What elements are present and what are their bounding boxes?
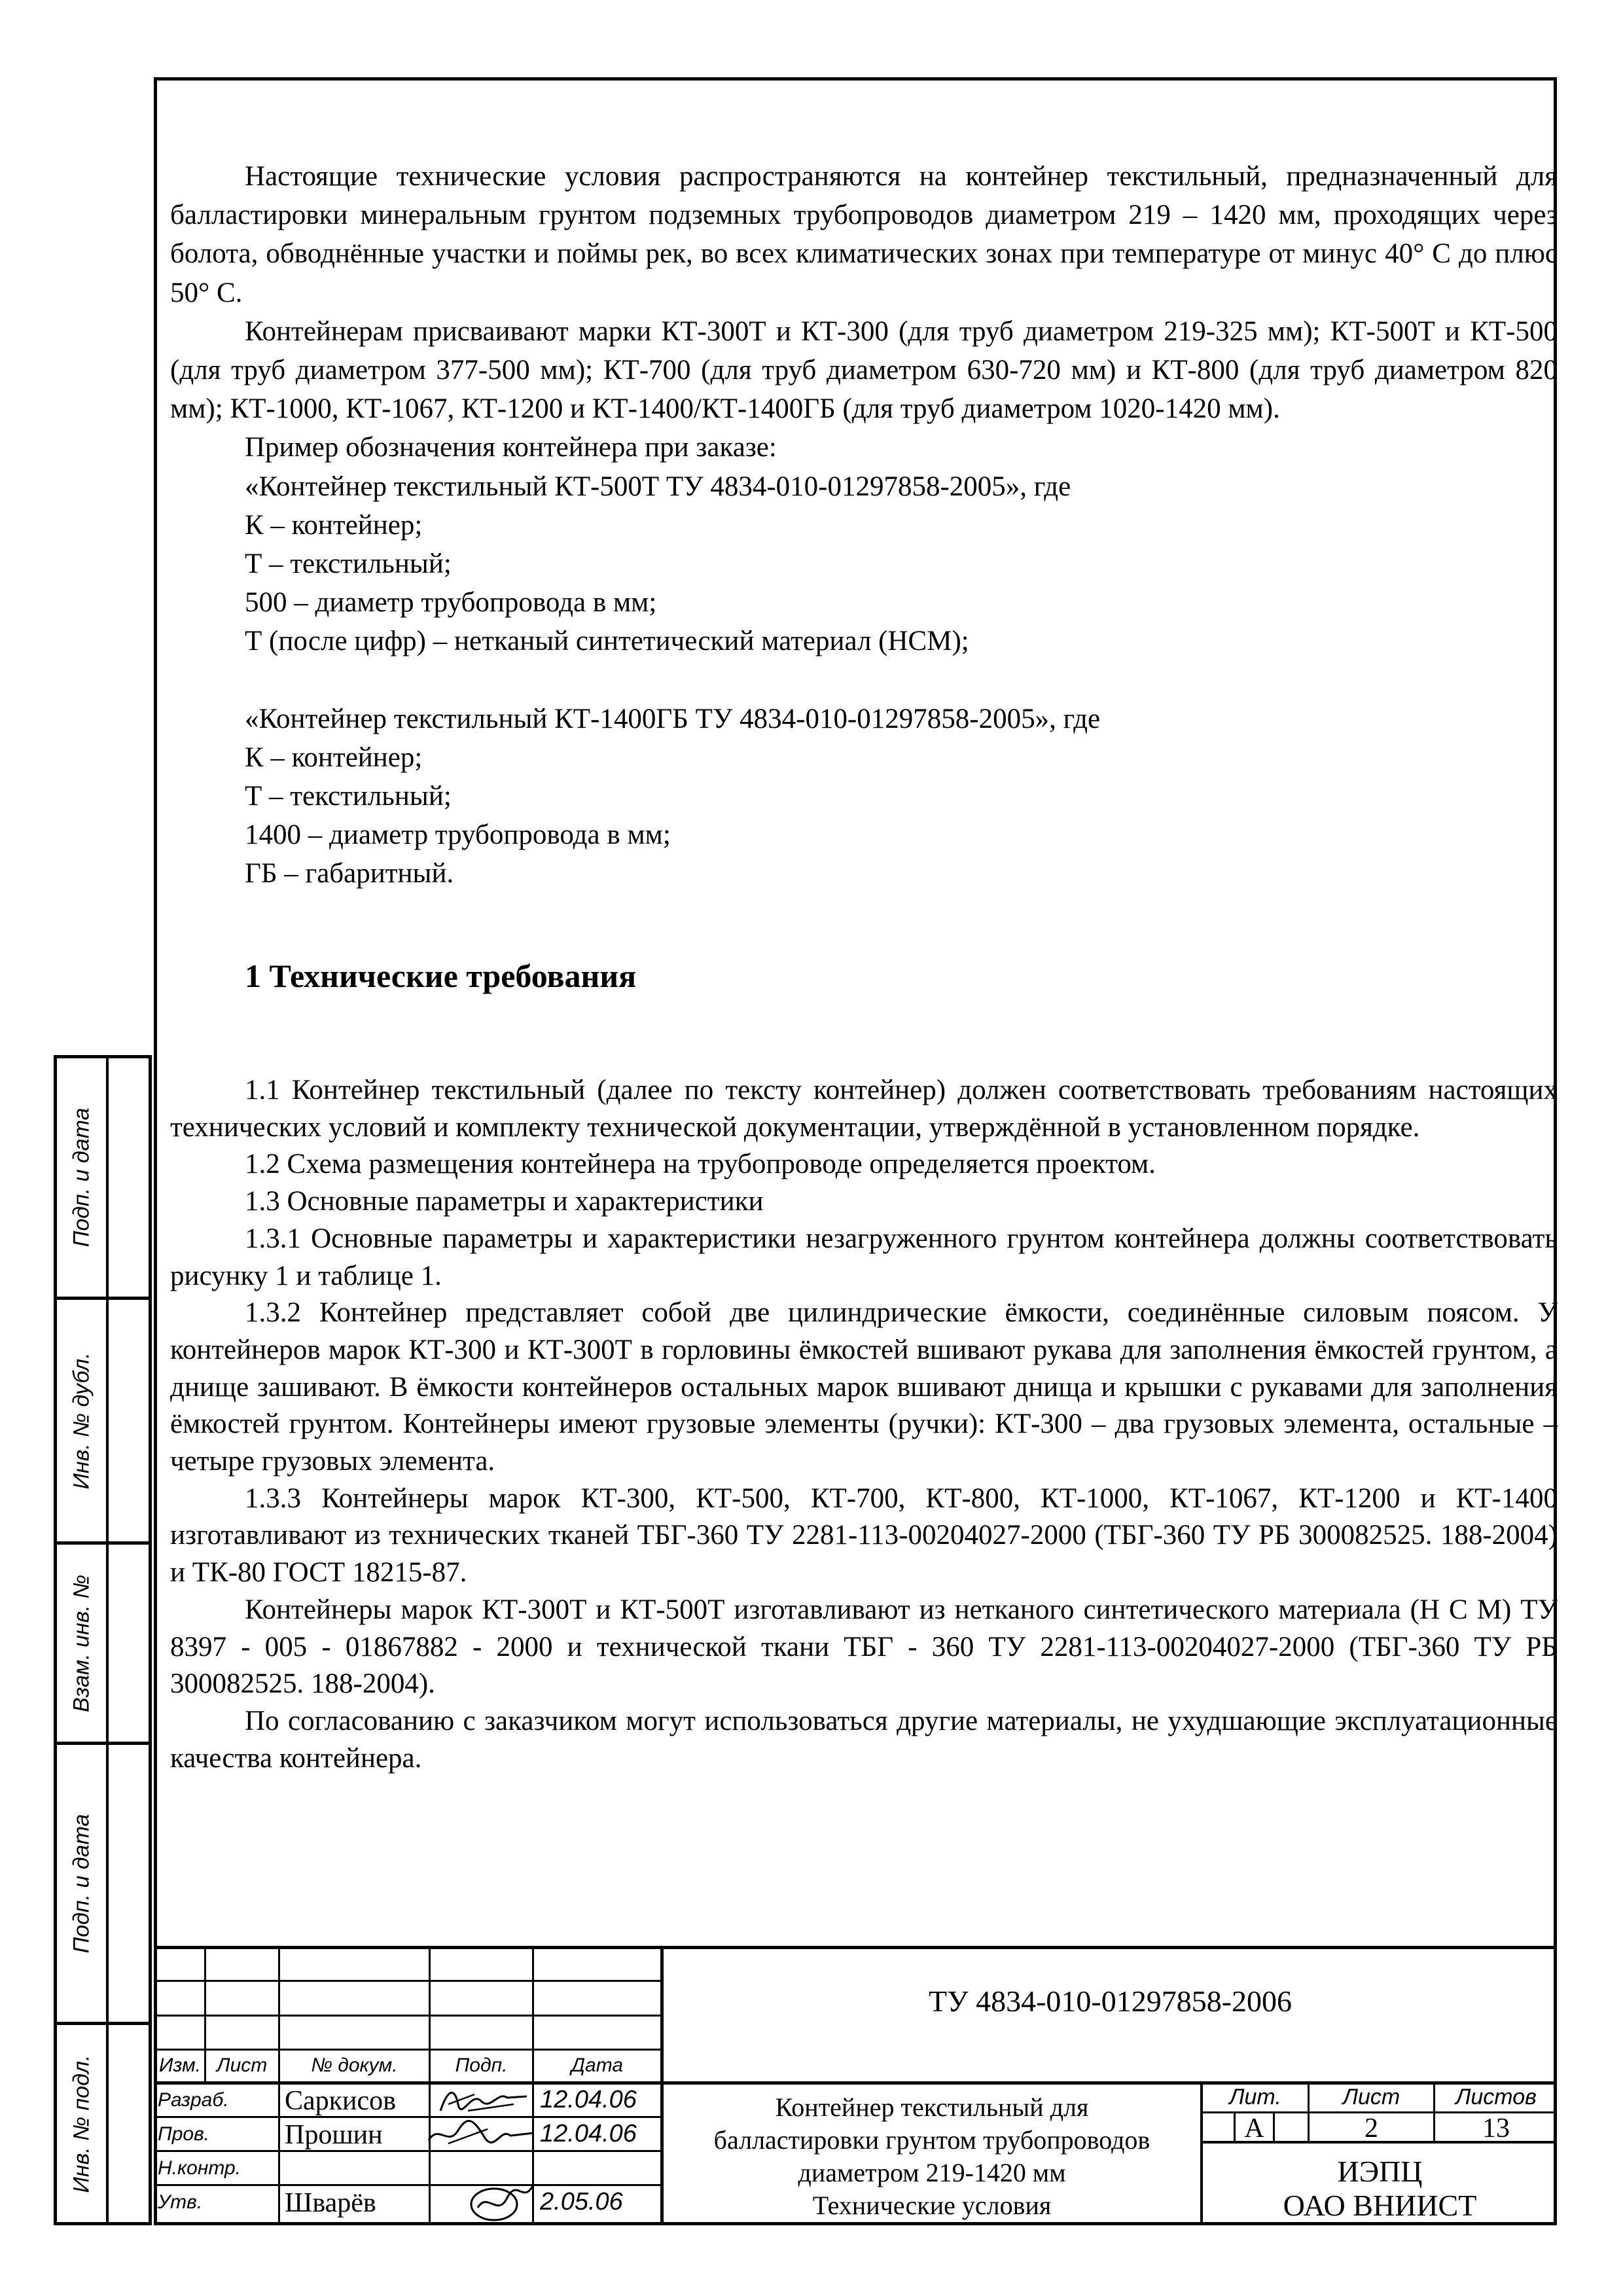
section-paragraph: 1.3.3 Контейнеры марок КТ-300, КТ-500, КТ-700, КТ-800, КТ-1000, КТ-1067, КТ-1200 и КТ-1400 изготавливают из технических тканей ТБГ-360 ТУ 2281-113-00204027-2000 (ТБГ-360 ТУ РБ 300082525. 188-2004) и ТК-80 ГОСТ 18215-87. bbox=[170, 1482, 1558, 1588]
side-stamp-inv-dubl bbox=[54, 1300, 152, 1545]
name-utv: Шварёв bbox=[285, 2188, 376, 2218]
col-docum: № докум. bbox=[311, 2054, 398, 2076]
listov-label: Листов bbox=[1455, 2085, 1537, 2109]
row-nkontr: Н.контр. bbox=[158, 2157, 241, 2179]
row-prov: Пров. bbox=[158, 2123, 210, 2145]
intro-paragraph-2: Контейнерам присваивают марки КТ-300Т и КТ-300 (для труб диаметром 219-325 мм); КТ-500Т и КТ-500 (для труб диаметром 377-500 мм); КТ-700 (для труб диаметром 630-720 мм) и КТ-800 (для труб диаметром 820 мм); КТ-1000, КТ-1067, КТ-1200 и КТ-1400/КТ-1400ГБ (для труб диаметром 1020-1420 мм). bbox=[170, 315, 1558, 425]
example2-line: Т – текстильный; bbox=[245, 781, 452, 812]
side-label: Инв. № подл. bbox=[69, 2054, 94, 2193]
side-stamp-vzam-inv bbox=[54, 1545, 152, 1745]
example1-line: Т – текстильный; bbox=[245, 548, 452, 580]
side-stamp-podp-data-2 bbox=[54, 1745, 152, 2025]
title-line: балластировки грунтом трубопроводов bbox=[713, 2125, 1150, 2155]
section-paragraph: 1.1 Контейнер текстильный (далее по тексту контейнер) должен соответствовать требованиям настоящих технических условий и комплекту технической документации, утверждённой в установленном порядке. bbox=[170, 1075, 1558, 1143]
col-list: Лист bbox=[217, 2054, 268, 2076]
signature-utv bbox=[465, 2178, 537, 2224]
side-label: Подп. и дата bbox=[69, 1814, 94, 1953]
signature-razrab bbox=[435, 2085, 530, 2117]
example1-line: «Контейнер текстильный КТ-500Т ТУ 4834-010-01297858-2005», где bbox=[245, 471, 1071, 502]
listov-value: 13 bbox=[1482, 2113, 1510, 2144]
row-utv: Утв. bbox=[158, 2191, 203, 2213]
title-line: диаметром 219-1420 мм bbox=[798, 2158, 1066, 2187]
example2-line: 1400 – диаметр трубопровода в мм; bbox=[245, 819, 671, 851]
side-label: Взам. инв. № bbox=[69, 1574, 94, 1712]
section-text bbox=[170, 1072, 1558, 1777]
title-line: Контейнер текстильный для bbox=[775, 2092, 1089, 2122]
title-line: Технические условия bbox=[812, 2191, 1052, 2220]
intro-text bbox=[170, 157, 1558, 893]
example-title: Пример обозначения контейнера при заказе: bbox=[245, 432, 777, 463]
list-value: 2 bbox=[1364, 2113, 1378, 2144]
section-paragraph: Контейнеры марок КТ-300Т и КТ-500Т изготавливают из нетканого синтетического материала (Н С М) ТУ 8397 - 005 - 01867882 - 2000 и технической ткани ТБГ - 360 ТУ 2281-113-00204027-2000 (ТБГ-360 ТУ РБ 300082525. 188-2004). bbox=[170, 1594, 1558, 1700]
col-data: Дата bbox=[571, 2054, 624, 2076]
name-prov: Прошин bbox=[285, 2120, 383, 2150]
side-label: Инв. № дубл. bbox=[69, 1352, 94, 1490]
example1-line: К – контейнер; bbox=[245, 509, 423, 541]
side-stamp-podp-data-1 bbox=[54, 1055, 152, 1300]
col-izm: Изм. bbox=[159, 2054, 201, 2076]
lit-label: Лит. bbox=[1229, 2085, 1281, 2109]
name-razrab: Саркисов bbox=[285, 2086, 397, 2116]
date-utv: 2.05.06 bbox=[540, 2188, 623, 2215]
document-title bbox=[664, 2091, 1200, 2222]
example2-line: «Контейнер текстильный КТ-1400ГБ ТУ 4834-010-01297858-2005», где bbox=[245, 703, 1101, 734]
date-razrab: 12.04.06 bbox=[540, 2086, 637, 2113]
section-paragraph: 1.3.2 Контейнер представляет собой две цилиндрические ёмкости, соединённые силовым поясом. У контейнеров марок КТ-300 и КТ-300Т в горловины ёмкостей вшивают рукава для заполнения ёмкостей грунтом, а днище зашивают. В ёмкости контейнеров остальных марок вшивают днища и крышки с рукавами для заполнения ёмкостей грунтом. Контейнеры имеют грузовые элементы (ручки): КТ-300 – два грузовых элемента, остальные – четыре грузовых элемента. bbox=[170, 1297, 1558, 1477]
example2-line: К – контейнер; bbox=[245, 742, 423, 773]
date-prov: 12.04.06 bbox=[540, 2120, 637, 2147]
intro-paragraph-1: Настоящие технические условия распространяются на контейнер текстильный, предназначенный для балластировки минеральным грунтом подземных трубопроводов диаметром 219 – 1420 мм, проходящих через болота, обводнённые участки и поймы рек, во всех климатических зонах при температуре от минус 40° С до плюс 50° С. bbox=[170, 161, 1558, 308]
section-paragraph: 1.3.1 Основные параметры и характеристики незагруженного грунтом контейнера должны соответствовать рисунку 1 и таблице 1. bbox=[170, 1223, 1558, 1291]
title-block bbox=[154, 1946, 1557, 2225]
list-label: Лист bbox=[1342, 2085, 1400, 2109]
org-line-1: ИЭПЦ bbox=[1337, 2155, 1423, 2188]
lit-value: А bbox=[1244, 2113, 1264, 2144]
section-heading: 1 Технические требования bbox=[245, 958, 637, 994]
example1-line: Т (после цифр) – нетканый синтетический материал (НСМ); bbox=[245, 626, 969, 657]
example1-line: 500 – диаметр трубопровода в мм; bbox=[245, 587, 657, 619]
example2-line: ГБ – габаритный. bbox=[245, 858, 454, 889]
side-label: Подп. и дата bbox=[69, 1107, 94, 1247]
org-line-2: ОАО ВНИИСТ bbox=[1283, 2189, 1477, 2222]
section-paragraph: 1.3 Основные параметры и характеристики bbox=[245, 1186, 764, 1217]
section-paragraph: 1.2 Схема размещения контейнера на трубопроводе определяется проектом. bbox=[245, 1149, 1156, 1180]
signature-prov bbox=[422, 2117, 537, 2151]
side-stamp-inv-podl bbox=[54, 2025, 152, 2225]
document-code: ТУ 4834-010-01297858-2006 bbox=[928, 1984, 1293, 2018]
section-paragraph: По согласованию с заказчиком могут использоваться другие материалы, не ухудшающие эксплуатационные качества контейнера. bbox=[170, 1705, 1558, 1774]
row-razrab: Разраб. bbox=[158, 2089, 229, 2111]
col-podp: Подп. bbox=[455, 2054, 508, 2076]
